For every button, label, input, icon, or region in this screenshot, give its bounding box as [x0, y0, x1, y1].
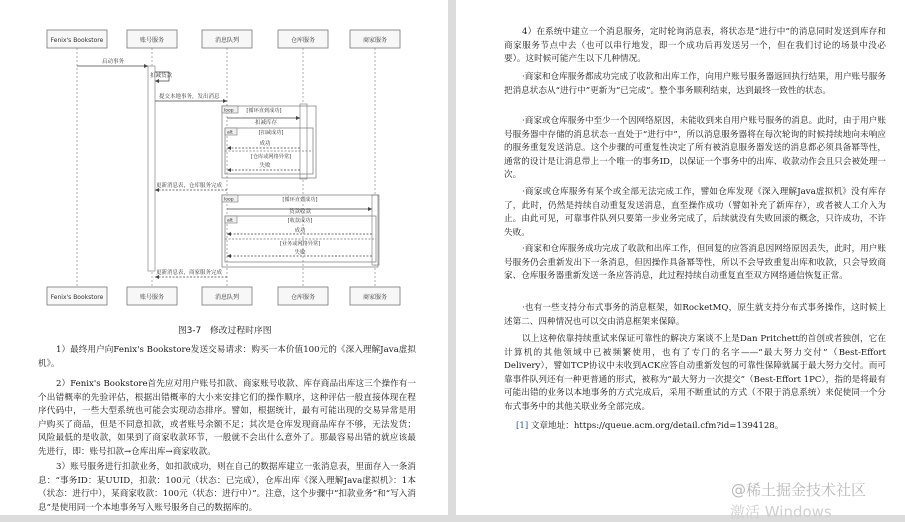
left-para-2: 2）Fenix's Bookstore首先应对用户账号扣款、商家账号收款、库存商品出库这三个操作有一个出错概率的先验评估，根据出错概率的大小来安排它们的操作顺序，这种评估一般直接体现在程序代码中，一些大型系统也可能会实现动态排序。譬如，根据统计，最有可能出现的交易异常是用户购买了商品，但是不同意扣款，或者账号余额不足；其次是仓库发现商品库存不够，无法发货；风险最低的是收款，如果到了商家收款环节，一般就不会出什么意外了。那最容易出错的就应该最先进行，即：账号扣款→仓库出库→商家收款。	[38, 379, 416, 457]
alt1-cond2: [仓库或网络异常]	[250, 154, 292, 160]
right-para-2: ·商家和仓库服务都成功完成了收款和出库工作，向用户账号服务器返回执行结果，用户账号服务把消息状态从“进行中”更新为“已完成”。整个事务顺利结束，达到最终一致性的状态。	[504, 72, 886, 96]
footnote-mark[interactable]: [1]	[516, 421, 529, 431]
footnote-text: 文章地址：https://queue.acm.org/detail.cfm?id=1394128。	[530, 421, 784, 431]
loop1-tag: loop	[224, 108, 234, 114]
right-para-6: ·也有一些支持分布式事务的消息框架，如RocketMQ，原生就支持分布式事务操作，这时候上述第二、四种情况也可以交由消息框架来保障。	[504, 303, 886, 327]
participant-mq: 消息队列	[214, 37, 240, 44]
msg-deduct: 扣减货款	[150, 73, 173, 79]
right-para-7: 以上这种依靠持续重试来保证可靠性的解决方案谈不上是Dan Pritchett的首创或者独创，它在计算机的其他领域中已被频繁使用，也有了专门的名字——“最大努力交付”（Best-Effort Delivery），譬如TCP协议中未收到ACK应答自动重新发包的可靠性保障就属于最大努力交付。而可靠事件队列还有一种更普通的形式，被称为“最大努力一次提交”（Best-Effort 1PC），指的是将最有可能出错的业务以本地事务的方式完成后，采用不断重试的方式（不限于消息系统）来促使同一个分布式事务中的其他关联业务全部完成。	[504, 334, 886, 412]
watermark-activate-windows: 激活 Windows	[730, 503, 832, 521]
watermark-juejin: @稀土掘金技术社区	[731, 481, 867, 499]
right-page	[456, 0, 905, 515]
right-para-1: 4）在系统中建立一个消息服务，定时轮询消息表，将状态是“进行中”的消息同时发送到库存和商家服务节点中去（也可以串行地发，即一个成功后再发送另一个，但在我们讨论的场景中没必要）。这时候可能产生以下几种情况。	[504, 27, 886, 64]
participant-mq-bottom: 消息队列	[214, 294, 240, 301]
participant-warehouse-bottom: 仓库服务	[290, 294, 316, 301]
participant-warehouse: 仓库服务	[290, 37, 316, 44]
alt2-tag: alt	[227, 218, 233, 224]
alt2-ok: 成功	[294, 228, 306, 234]
right-para-4: ·商家或仓库服务有某个或全部无法完成工作，譬如仓库发现《深入理解Java虚拟机》没有库存了，此时，仍然是持续自动重复发送消息，直至操作成功（譬如补充了新库存），或者被人工介入为止。由此可见，可靠事件队列只要第一步业务完成了，后续就没有失败回滚的概念，只许成功，不许失败。	[504, 187, 886, 238]
left-para-3: 3）账号服务进行扣款业务，如扣款成功，则在自己的数据库建立一张消息表，里面存入一条消息：“事务ID：某UUID，扣款：100元（状态：已完成），仓库出库《深入理解Java虚拟机》：1本（状态：进行中），某商家收款：100元（状态：进行中）”。注意，这个步骤中“扣款业务”和“写入消息”是使用同一个本地事务写入账号服务自己的数据库的。	[38, 462, 416, 513]
msg-update-warehouse: 更新消息表，仓库服务完成	[156, 183, 223, 189]
sequence-diagram	[0, 0, 448, 330]
alt1-ok: 成功	[259, 141, 271, 147]
alt1-tag: alt	[227, 130, 233, 136]
participant-merchant-bottom: 商家服务	[362, 294, 388, 301]
loop1-cond: [循环直到成功]	[246, 108, 282, 114]
alt2-cond2: [业务或网络异常]	[279, 241, 321, 247]
participant-account-bottom: 账号服务	[139, 294, 165, 301]
left-para-1: 1）最终用户向Fenix's Bookstore发送交易请求：购买一本价值100元的《深入理解Java虚拟机》。	[38, 345, 416, 369]
alt2-fail: 失败	[294, 250, 306, 256]
left-page	[0, 0, 448, 515]
msg-update-merchant: 更新消息表，商家服务完成	[156, 270, 223, 276]
msg-start: 启动事务	[102, 59, 125, 65]
alt2-cond: [收款成功]	[287, 218, 313, 224]
footnote	[516, 420, 886, 434]
msg-send: 提交本地事务，发出消息	[159, 94, 220, 100]
right-para-5: ·商家和仓库服务成功完成了收款和出库工作，但回复的应答消息因网络原因丢失，此时，用户账号服务仍会重新发出下一条消息，但因操作具备幂等性，所以不会导致重复出库和收款，只会导致商家、仓库服务器重新发送一条应答消息，此过程持续自动重复直至双方网络通信恢复正常。	[504, 244, 886, 281]
participant-merchant: 商家服务	[362, 37, 388, 44]
loop2-tag: loop	[224, 197, 234, 203]
alt1-fail: 失败	[259, 163, 271, 169]
figure-caption: 图3-7 修改过程时序图	[178, 326, 272, 336]
loop1-action: 扣减库存	[254, 120, 278, 126]
participant-bookstore-bottom: Fenix's Bookstore	[50, 294, 104, 301]
right-para-3: ·商家或仓库服务中至少一个因网络原因，未能收到来自用户账号服务的消息。此时，由于用户账号服务器中存储的消息状态一直处于“进行中”，所以消息服务器将在每次轮询的时候持续地向未响应的服务重复发送消息。这个步骤的可重复性决定了所有被消息服务器发送的消息都必须具备幂等性，通常的设计是让消息带上一个唯一的事务ID，以保证一个事务中的出库、收款动作会且只会被处理一次。	[504, 116, 886, 180]
loop2-action: 货款收款	[288, 209, 312, 215]
loop2-cond: [循环直到成功]	[282, 197, 318, 203]
participant-bookstore: Fenix's Bookstore	[50, 37, 104, 44]
participant-account: 账号服务	[139, 37, 165, 44]
alt1-cond: [扣减成功]	[258, 130, 284, 136]
